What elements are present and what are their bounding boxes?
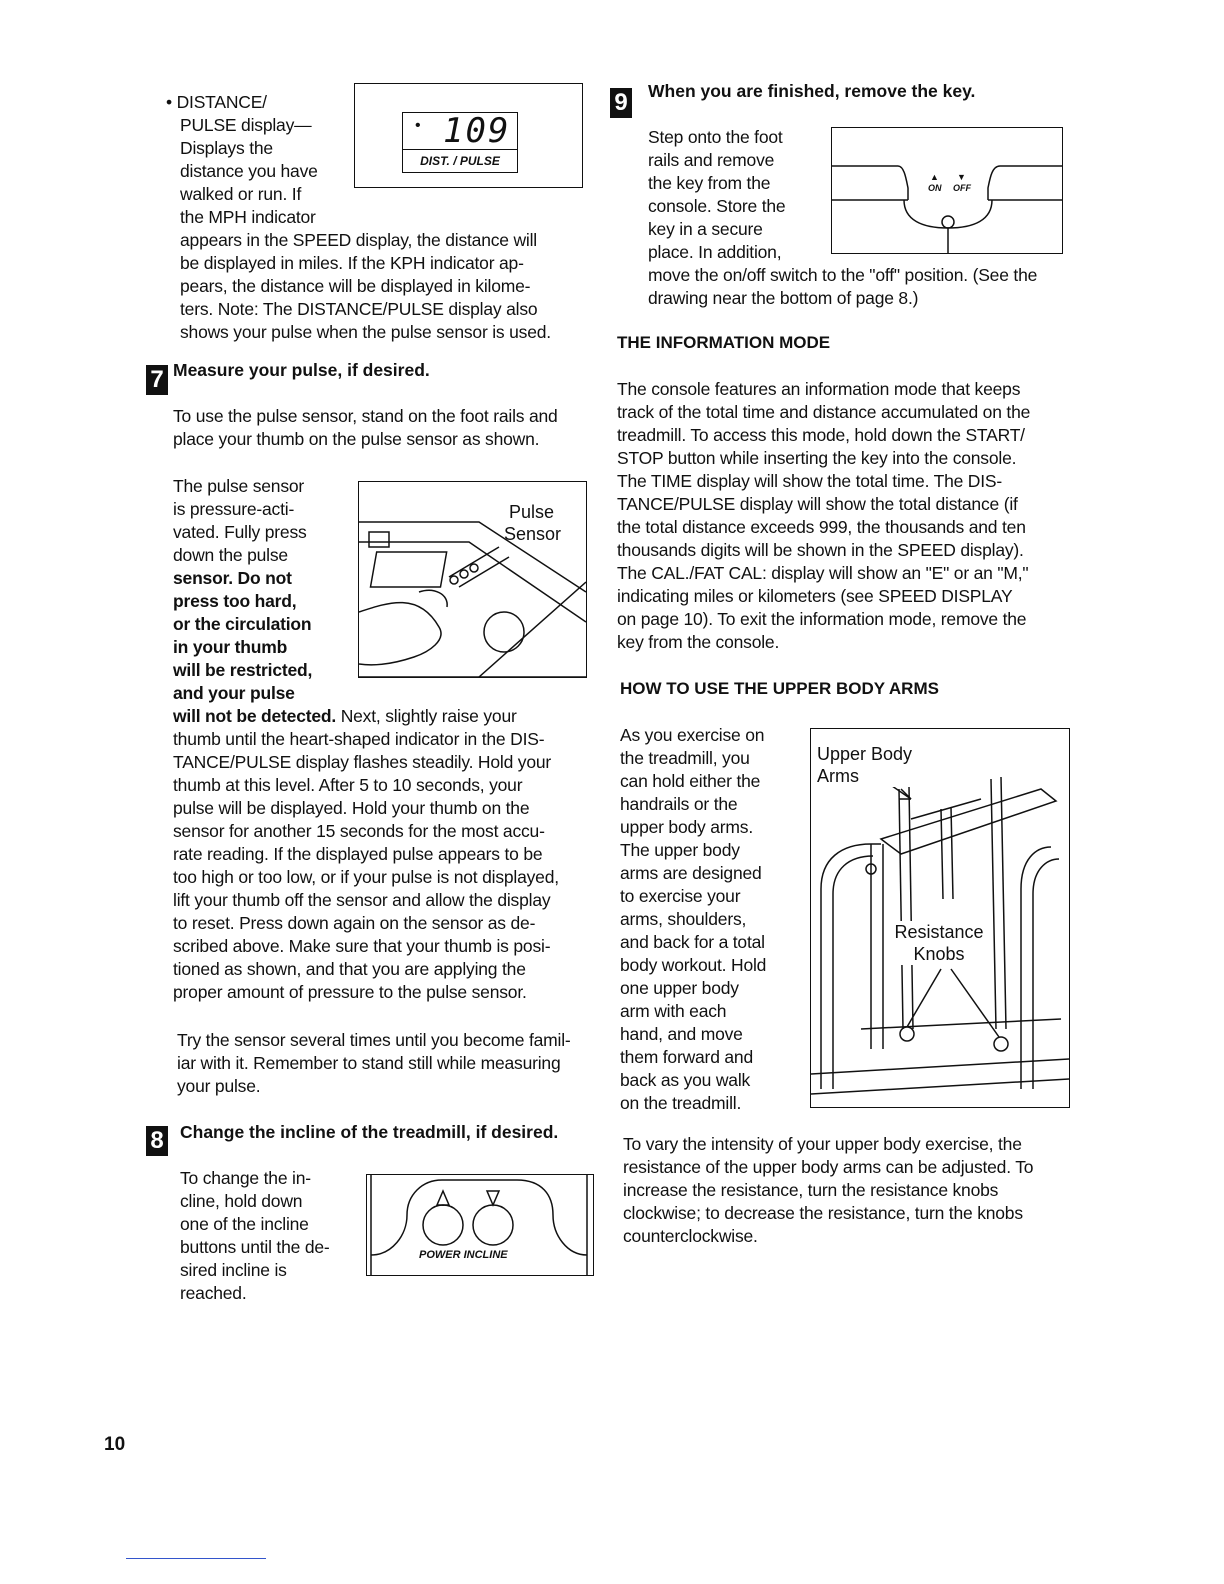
knobs-label: Knobs (913, 944, 965, 964)
power-incline-figure (366, 1174, 594, 1276)
text-line: shows your pulse when the pulse sensor is used. (180, 322, 551, 342)
display-label-text: DIST. / PULSE (420, 154, 500, 168)
on-label: ON (928, 183, 942, 193)
text-line: sensor for another 15 seconds for the most accu- (173, 821, 545, 841)
text-line: pears, the distance will be displayed in kilome- (180, 276, 531, 296)
text-line: walked or run. If (180, 184, 302, 204)
text-line: press too hard, (173, 591, 297, 611)
text-line: place. In addition, (648, 242, 782, 262)
text-line: the total distance exceeds 999, the thousands and ten (617, 517, 1026, 537)
resistance-paragraph (623, 1133, 1033, 1248)
text-line: buttons until the de- (180, 1237, 330, 1257)
text-line: move the on/off switch to the "off" position. (See the (648, 265, 1038, 285)
text-line: increase the resistance, turn the resistance knobs (623, 1180, 999, 1200)
key-switch-figure (831, 127, 1063, 254)
down-arrow-icon: ▼ (957, 172, 966, 182)
pulse-label: Pulse (509, 502, 555, 522)
text-line: To use the pulse sensor, stand on the foot rails and (173, 406, 558, 426)
step-8-body (180, 1167, 330, 1305)
text-line: distance you have (180, 161, 318, 181)
text-line: rate reading. If the displayed pulse appears to be (173, 844, 543, 864)
text-line: TANCE/PULSE display will show the total distance (if (617, 494, 1018, 514)
upper-body-arms-figure (810, 728, 1070, 1108)
text-line: track of the total time and distance accumulated on the (617, 402, 1031, 422)
text-line: appears in the SPEED display, the distance will (180, 230, 537, 250)
text-line: counterclockwise. (623, 1226, 758, 1246)
text-line: proper amount of pressure to the pulse sensor. (173, 982, 527, 1002)
text-line: be displayed in miles. If the KPH indicator ap- (180, 253, 524, 273)
text-line: body workout. Hold (620, 955, 767, 975)
text-line: or the circulation (173, 614, 312, 634)
footer-rule (126, 1558, 266, 1559)
heart-indicator-icon: • (415, 117, 421, 134)
text-line: key from the console. (617, 632, 780, 652)
text-line: handrails or the (620, 794, 738, 814)
text-line: too high or too low, or if your pulse is not displayed, (173, 867, 559, 887)
text-line: thumb until the heart-shaped indicator in the DIS- (173, 729, 545, 749)
text-line: • DISTANCE/ (166, 92, 267, 112)
resistance-knobs-label-box (893, 921, 985, 965)
lcd-label (402, 150, 518, 173)
arms-label: Arms (817, 766, 859, 786)
text-line: back as you walk (620, 1070, 751, 1090)
step-7-badge (146, 365, 168, 395)
text-line: can hold either the (620, 771, 761, 791)
upper-body-label-box (815, 743, 914, 787)
text-line: one upper body (620, 978, 739, 998)
text-line: The TIME display will show the total time. The DIS- (617, 471, 1002, 491)
text-line: cline, hold down (180, 1191, 303, 1211)
upper-body-label: Upper Body (817, 744, 913, 764)
resistance-label: Resistance (894, 922, 984, 942)
text-line: Try the sensor several times until you become famil- (177, 1030, 571, 1050)
text-line: reached. (180, 1283, 247, 1303)
text-line: PULSE display— (180, 115, 312, 135)
text-line: lift your thumb off the sensor and allow the display (173, 890, 551, 910)
step-number: 8 (150, 1127, 164, 1154)
text-line: The pulse sensor (173, 476, 305, 496)
text-line: indicating miles or kilometers (see SPEED DISPLAY (617, 586, 1013, 606)
text-line: Step onto the foot (648, 127, 783, 147)
text-line: rails and remove (648, 150, 775, 170)
text-line: your pulse. (177, 1076, 261, 1096)
power-incline-label: POWER INCLINE (419, 1249, 508, 1261)
text-line: Displays the (180, 138, 273, 158)
off-label: OFF (953, 183, 971, 193)
text-line: clockwise; to decrease the resistance, turn the knobs (623, 1203, 1023, 1223)
text-line: To vary the intensity of your upper body exercise, the (623, 1134, 1022, 1154)
text-line: down the pulse (173, 545, 288, 565)
text-line: tioned as shown, and that you are applying the (173, 959, 526, 979)
text-line: the MPH indicator (180, 207, 316, 227)
text-line: upper body arms. (620, 817, 753, 837)
text-line: hand, and move (620, 1024, 743, 1044)
text-line: The CAL./FAT CAL: display will show an "E" or an "M," (617, 563, 1029, 583)
step-8-title: Change the incline of the treadmill, if desired. (180, 1122, 559, 1142)
text-line: to reset. Press down again on the sensor as de- (173, 913, 536, 933)
text-line: place your thumb on the pulse sensor as shown. (173, 429, 540, 449)
text-line: sired incline is (180, 1260, 287, 1280)
key-switch-drawing (832, 128, 1062, 253)
upper-body-arms-heading: HOW TO USE THE UPPER BODY ARMS (620, 679, 939, 698)
text-line: will not be detected. (173, 706, 337, 726)
text-line: As you exercise on (620, 725, 765, 745)
text-line: one of the incline (180, 1214, 309, 1234)
text-line: the key from the (648, 173, 771, 193)
step-9-badge (610, 88, 632, 118)
text-line: arm with each (620, 1001, 727, 1021)
text-line: resistance of the upper body arms can be adjusted. To (623, 1157, 1034, 1177)
sensor-label: Sensor (504, 524, 562, 544)
step-9-title: When you are finished, remove the key. (648, 81, 976, 101)
text-line: To change the in- (180, 1168, 311, 1188)
information-mode-body (617, 378, 1030, 654)
text-line: thousands digits will be shown in the SPEED display). (617, 540, 1024, 560)
up-arrow-icon: ▲ (930, 172, 939, 182)
step-7-try (177, 1029, 571, 1098)
text-line: The upper body (620, 840, 740, 860)
information-mode-heading: THE INFORMATION MODE (617, 333, 831, 352)
text-line: scribed above. Make sure that your thumb is posi- (173, 936, 551, 956)
text-line: treadmill. To access this mode, hold down the START/ (617, 425, 1025, 445)
text-line: to exercise your (620, 886, 741, 906)
text-line: sensor. Do not (173, 568, 292, 588)
text-line: Next, slightly raise your (336, 706, 517, 726)
text-line: is pressure-acti- (173, 499, 295, 519)
page-number: 10 (104, 1434, 126, 1455)
distance-display-figure (354, 83, 583, 188)
text-line: and your pulse (173, 683, 295, 703)
text-line: on the treadmill. (620, 1093, 742, 1113)
text-line: key in a secure (648, 219, 763, 239)
step-7-title: Measure your pulse, if desired. (173, 360, 430, 380)
pulse-sensor-figure (358, 481, 587, 678)
text-line: ters. Note: The DISTANCE/PULSE display also (180, 299, 538, 319)
step-7-intro (173, 405, 558, 451)
text-line: thumb at this level. After 5 to 10 seconds, your (173, 775, 523, 795)
step-8-badge (146, 1126, 168, 1156)
step-number: 9 (614, 89, 628, 116)
text-line: console. Store the (648, 196, 786, 216)
text-line: iar with it. Remember to stand still while measuring (177, 1053, 561, 1073)
text-line: them forward and (620, 1047, 753, 1067)
upper-body-arms-body (620, 724, 766, 1115)
text-line: drawing near the bottom of page 8.) (648, 288, 919, 308)
lcd-digits: 109 (443, 111, 511, 151)
text-line: STOP button while inserting the key into the console. (617, 448, 1017, 468)
text-line: The console features an information mode that keeps (617, 379, 1021, 399)
text-line: on page 10). To exit the information mode, remove the (617, 609, 1027, 629)
text-line: and back for a total (620, 932, 765, 952)
text-line: pulse will be displayed. Hold your thumb on the (173, 798, 530, 818)
text-line: TANCE/PULSE display flashes steadily. Hold your (173, 752, 552, 772)
text-line: arms, shoulders, (620, 909, 747, 929)
text-line: will be restricted, (173, 660, 313, 680)
text-line: vated. Fully press (173, 522, 307, 542)
step-number: 7 (150, 366, 164, 393)
lcd-window (402, 112, 518, 150)
text-line: arms are designed (620, 863, 762, 883)
text-line: the treadmill, you (620, 748, 750, 768)
text-line: in your thumb (173, 637, 288, 657)
